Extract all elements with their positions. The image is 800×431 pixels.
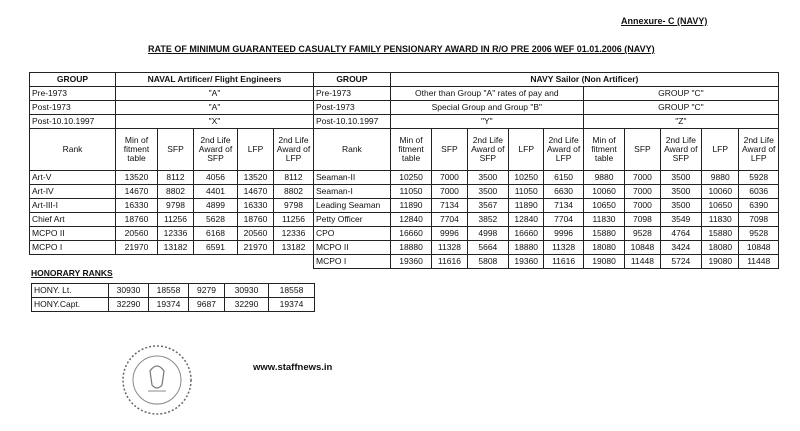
period-value: GROUP "C" <box>583 87 778 101</box>
table-row <box>314 213 779 227</box>
value-cell: 14670 <box>238 185 274 199</box>
value-cell: 11616 <box>432 255 467 269</box>
value-cell: 20560 <box>238 227 274 241</box>
value-cell: 9687 <box>189 298 225 312</box>
value-cell: 11890 <box>509 199 544 213</box>
value-cell: 12336 <box>158 227 194 241</box>
value-cell: 3424 <box>660 241 702 255</box>
value-cell: 19360 <box>509 255 544 269</box>
value-cell: 6591 <box>194 241 238 255</box>
value-cell: 7000 <box>625 171 660 185</box>
value-cell: 10060 <box>702 185 739 199</box>
value-cell: 4998 <box>467 227 509 241</box>
table-row <box>314 199 779 213</box>
value-cell: 30930 <box>225 284 269 298</box>
rank-cell: Art-III-I <box>30 199 116 213</box>
value-cell: 18880 <box>509 241 544 255</box>
official-seal-stamp <box>120 343 194 417</box>
value-cell: 18760 <box>116 213 158 227</box>
value-cell: 9279 <box>189 284 225 298</box>
column-header: 2nd Life Award of SFP <box>467 129 509 171</box>
column-header: SFP <box>625 129 660 171</box>
value-cell: 4401 <box>194 185 238 199</box>
value-cell: 11830 <box>702 213 739 227</box>
value-cell: 19360 <box>390 255 432 269</box>
value-cell: 21970 <box>116 241 158 255</box>
value-cell: 8112 <box>158 171 194 185</box>
value-cell: 7000 <box>432 171 467 185</box>
table-row <box>32 298 315 312</box>
value-cell: 10848 <box>625 241 660 255</box>
value-cell: 7000 <box>432 185 467 199</box>
value-cell: 19080 <box>583 255 625 269</box>
column-header: Min of fitment table <box>116 129 158 171</box>
rank-cell: CPO <box>314 227 391 241</box>
value-cell: 16660 <box>390 227 432 241</box>
value-cell: 19080 <box>702 255 739 269</box>
value-cell: 6150 <box>544 171 583 185</box>
value-cell: 8802 <box>158 185 194 199</box>
value-cell: 13182 <box>158 241 194 255</box>
value-cell: 12840 <box>390 213 432 227</box>
value-cell: 8112 <box>274 171 314 185</box>
column-header: SFP <box>158 129 194 171</box>
value-cell: 13182 <box>274 241 314 255</box>
value-cell: 8802 <box>274 185 314 199</box>
value-cell: 3500 <box>467 185 509 199</box>
value-cell: 18760 <box>238 213 274 227</box>
value-cell: 3500 <box>660 171 702 185</box>
group-header: NAVY Sailor (Non Artificer) <box>390 73 778 87</box>
value-cell: 10848 <box>739 241 779 255</box>
rank-cell: Seaman-I <box>314 185 391 199</box>
value-cell: 19374 <box>149 298 189 312</box>
value-cell: 3567 <box>467 199 509 213</box>
group-label: GROUP <box>314 73 391 87</box>
value-cell: 3500 <box>660 199 702 213</box>
website-url: www.staffnews.in <box>253 362 333 373</box>
value-cell: 4056 <box>194 171 238 185</box>
column-header: 2nd Life Award of LFP <box>274 129 314 171</box>
value-cell: 11256 <box>274 213 314 227</box>
rank-cell: HONY.Capt. <box>32 298 109 312</box>
value-cell: 15880 <box>583 227 625 241</box>
value-cell: 11328 <box>544 241 583 255</box>
group-label: GROUP <box>30 73 116 87</box>
rank-cell: HONY. Lt. <box>32 284 109 298</box>
column-header: 2nd Life Award of SFP <box>660 129 702 171</box>
value-cell: 4899 <box>194 199 238 213</box>
value-cell: 12840 <box>509 213 544 227</box>
value-cell: 10650 <box>583 199 625 213</box>
period-value: "A" <box>116 87 314 101</box>
value-cell: 11890 <box>390 199 432 213</box>
value-cell: 32290 <box>225 298 269 312</box>
column-header: Rank <box>30 129 116 171</box>
column-header: 2nd Life Award of LFP <box>739 129 779 171</box>
value-cell: 11448 <box>739 255 779 269</box>
period-value: GROUP "C" <box>583 101 778 115</box>
document-title: RATE OF MINIMUM GUARANTEED CASUALTY FAMILY PENSIONARY AWARD IN R/O PRE 2006 WEF 01.01.2006 (NAVY) <box>148 44 655 54</box>
value-cell: 11050 <box>509 185 544 199</box>
value-cell: 18080 <box>702 241 739 255</box>
period-label: Post-10.10.1997 <box>314 115 391 129</box>
value-cell: 3500 <box>467 171 509 185</box>
column-header: LFP <box>702 129 739 171</box>
rank-cell: MCPO II <box>30 227 116 241</box>
value-cell: 5808 <box>467 255 509 269</box>
value-cell: 6630 <box>544 185 583 199</box>
period-value: Special Group and Group "B" <box>390 101 583 115</box>
value-cell: 19374 <box>269 298 315 312</box>
value-cell: 10060 <box>583 185 625 199</box>
value-cell: 7098 <box>625 213 660 227</box>
period-value: "Z" <box>583 115 778 129</box>
table-row <box>314 255 779 269</box>
value-cell: 10250 <box>509 171 544 185</box>
value-cell: 5664 <box>467 241 509 255</box>
period-label: Post-10.10.1997 <box>30 115 116 129</box>
value-cell: 18558 <box>149 284 189 298</box>
column-header: LFP <box>509 129 544 171</box>
value-cell: 6390 <box>739 199 779 213</box>
value-cell: 9996 <box>544 227 583 241</box>
value-cell: 11050 <box>390 185 432 199</box>
value-cell: 7134 <box>544 199 583 213</box>
column-header: 2nd Life Award of LFP <box>544 129 583 171</box>
value-cell: 20560 <box>116 227 158 241</box>
value-cell: 9798 <box>158 199 194 213</box>
period-value: Other than Group "A" rates of pay and <box>390 87 583 101</box>
table-row <box>314 171 779 185</box>
value-cell: 11256 <box>158 213 194 227</box>
group-header: NAVAL Artificer/ Flight Engineers <box>116 73 314 87</box>
value-cell: 11448 <box>625 255 660 269</box>
annexure-label: Annexure- C (NAVY) <box>621 16 708 26</box>
value-cell: 9880 <box>702 171 739 185</box>
value-cell: 18558 <box>269 284 315 298</box>
honorary-ranks-heading: HONORARY RANKS <box>31 268 113 278</box>
value-cell: 15880 <box>702 227 739 241</box>
value-cell: 11328 <box>432 241 467 255</box>
value-cell: 5928 <box>739 171 779 185</box>
rank-cell: Leading Seaman <box>314 199 391 213</box>
column-header: Rank <box>314 129 391 171</box>
naval-artificer-table <box>29 72 314 255</box>
table-row <box>30 171 314 185</box>
rank-cell: Art-IV <box>30 185 116 199</box>
value-cell: 3852 <box>467 213 509 227</box>
value-cell: 12336 <box>274 227 314 241</box>
column-header: Min of fitment table <box>583 129 625 171</box>
value-cell: 6036 <box>739 185 779 199</box>
value-cell: 16330 <box>238 199 274 213</box>
rank-cell: MCPO I <box>314 255 391 269</box>
honorary-ranks-table <box>31 283 315 312</box>
value-cell: 32290 <box>109 298 149 312</box>
value-cell: 10650 <box>702 199 739 213</box>
column-header: 2nd Life Award of SFP <box>194 129 238 171</box>
value-cell: 7134 <box>432 199 467 213</box>
value-cell: 13520 <box>238 171 274 185</box>
value-cell: 4764 <box>660 227 702 241</box>
value-cell: 9996 <box>432 227 467 241</box>
value-cell: 7000 <box>625 199 660 213</box>
value-cell: 14670 <box>116 185 158 199</box>
value-cell: 9528 <box>739 227 779 241</box>
value-cell: 9798 <box>274 199 314 213</box>
rank-cell: Chief Art <box>30 213 116 227</box>
period-value: "A" <box>116 101 314 115</box>
value-cell: 16660 <box>509 227 544 241</box>
value-cell: 7098 <box>739 213 779 227</box>
value-cell: 18880 <box>390 241 432 255</box>
table-row <box>314 227 779 241</box>
value-cell: 30930 <box>109 284 149 298</box>
column-header: LFP <box>238 129 274 171</box>
value-cell: 5628 <box>194 213 238 227</box>
column-header: Min of fitment table <box>390 129 432 171</box>
value-cell: 7000 <box>625 185 660 199</box>
table-row <box>314 241 779 255</box>
value-cell: 9880 <box>583 171 625 185</box>
rank-cell: Seaman-II <box>314 171 391 185</box>
value-cell: 11830 <box>583 213 625 227</box>
value-cell: 11616 <box>544 255 583 269</box>
table-row <box>30 185 314 199</box>
value-cell: 9528 <box>625 227 660 241</box>
period-label: Pre-1973 <box>314 87 391 101</box>
table-row <box>30 199 314 213</box>
rank-cell: MCPO II <box>314 241 391 255</box>
rank-cell: Art-V <box>30 171 116 185</box>
table-row <box>30 227 314 241</box>
value-cell: 18080 <box>583 241 625 255</box>
navy-sailor-table <box>313 72 779 269</box>
period-label: Pre-1973 <box>30 87 116 101</box>
column-header: SFP <box>432 129 467 171</box>
value-cell: 6168 <box>194 227 238 241</box>
value-cell: 3549 <box>660 213 702 227</box>
value-cell: 16330 <box>116 199 158 213</box>
value-cell: 7704 <box>432 213 467 227</box>
value-cell: 5724 <box>660 255 702 269</box>
period-value: "X" <box>116 115 314 129</box>
table-row <box>30 213 314 227</box>
value-cell: 7704 <box>544 213 583 227</box>
table-row <box>314 185 779 199</box>
table-row <box>30 241 314 255</box>
table-row <box>32 284 315 298</box>
value-cell: 21970 <box>238 241 274 255</box>
value-cell: 13520 <box>116 171 158 185</box>
value-cell: 3500 <box>660 185 702 199</box>
period-label: Post-1973 <box>314 101 391 115</box>
period-value: "Y" <box>390 115 583 129</box>
value-cell: 10250 <box>390 171 432 185</box>
rank-cell: MCPO I <box>30 241 116 255</box>
period-label: Post-1973 <box>30 101 116 115</box>
rank-cell: Petty Officer <box>314 213 391 227</box>
